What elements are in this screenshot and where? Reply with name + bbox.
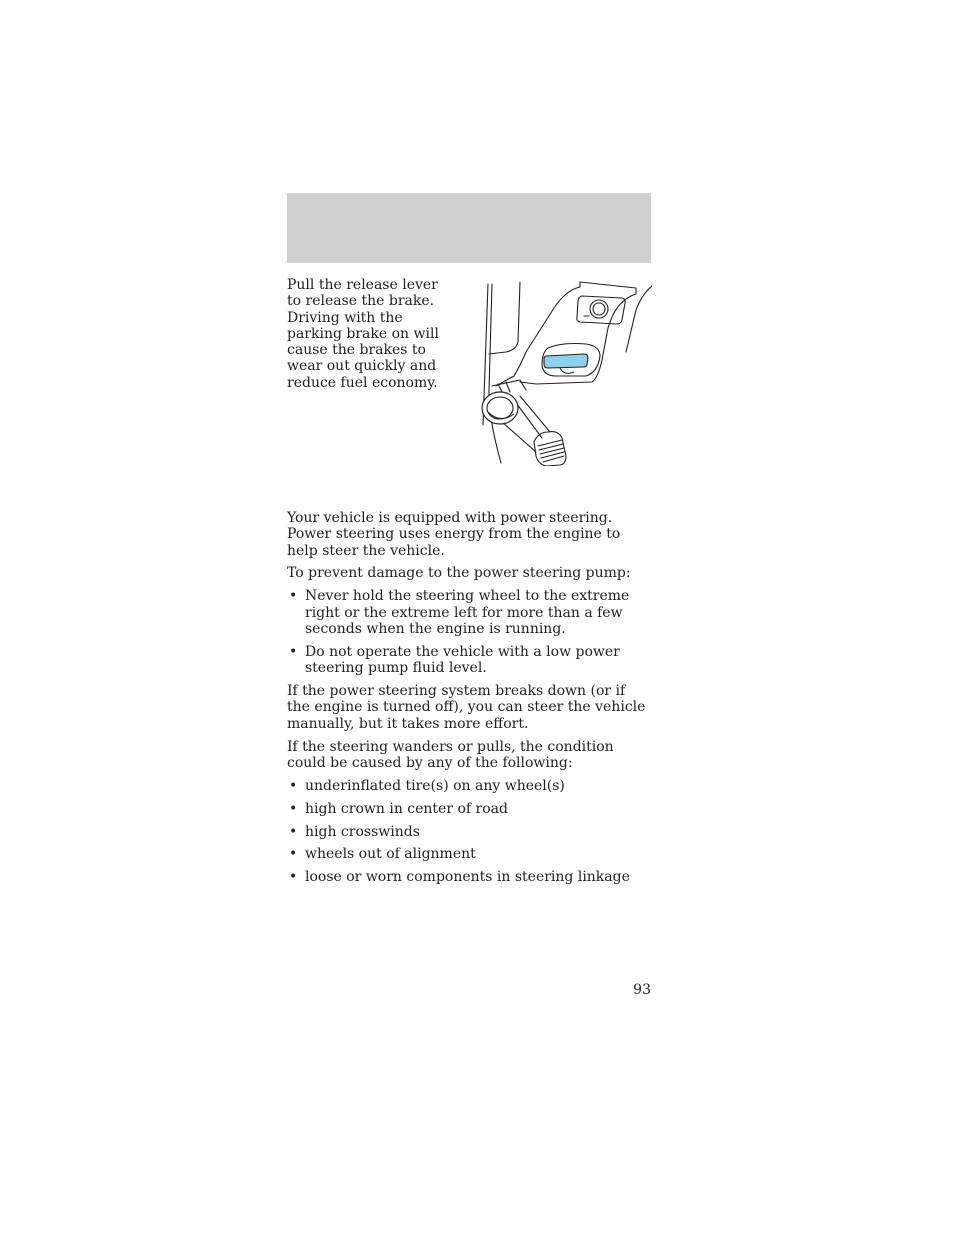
bullet-icon: • [289,869,298,886]
wander-causes-list [287,778,651,886]
bullet-icon: • [289,823,298,840]
list-item: • Do not operate the vehicle with a low power steering pump fluid level. [289,643,620,677]
section-header-bar [287,193,651,263]
bullet-icon: • [289,588,298,605]
power-steering-intro: Your vehicle is equipped with power steering. Power steering uses energy from the engine to help steer the vehicle. [287,510,621,559]
bullet-icon: • [289,846,298,863]
wander-intro: If the steering wanders or pulls, the condition could be caused by any of the following: [287,738,614,771]
bullet-icon: • [289,800,298,817]
power-steering-section [287,510,651,892]
list-item: • Never hold the steering wheel to the extreme right or the extreme left for more than a few seconds when the engine is running. [289,588,630,637]
parking-brake-release-lever-illustration-icon [476,280,652,466]
list-item: • underinflated tire(s) on any wheel(s) [289,777,565,794]
list-item: • high crown in center of road [289,800,508,817]
prevent-damage-intro: To prevent damage to the power steering pump: [287,565,631,582]
breakdown-paragraph: If the power steering system breaks down (or if the engine is turned off), you can steer the vehicle manually, but it takes more effort. [287,683,646,732]
page-number: 93 [633,982,651,998]
list-item: • loose or worn components in steering linkage [289,869,630,886]
list-item: • high crosswinds [289,823,420,840]
prevent-damage-list [287,588,651,676]
bullet-icon: • [289,777,298,794]
bullet-icon: • [289,643,298,660]
parking-brake-release-text: Pull the release lever to release the brake. Driving with the parking brake on will cause the brakes to wear out quickly and reduce fuel economy. [287,277,439,391]
list-item: • wheels out of alignment [289,846,476,863]
